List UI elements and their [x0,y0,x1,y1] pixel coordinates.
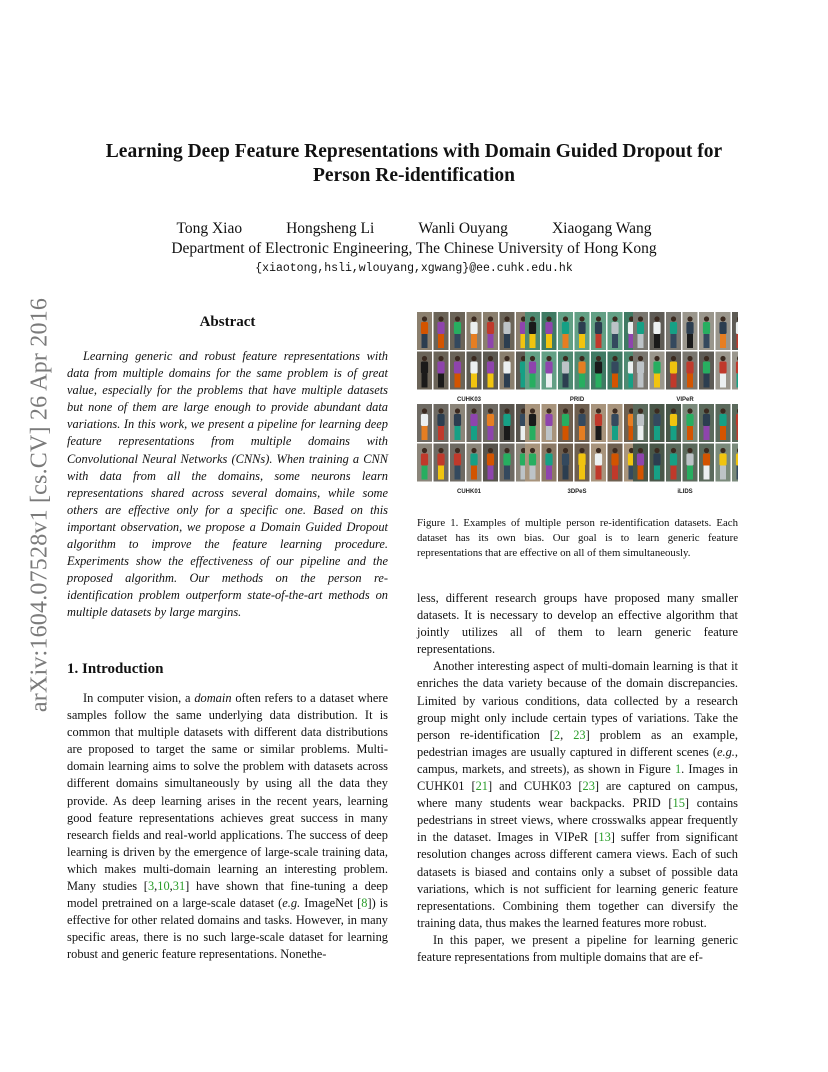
citation-link[interactable]: 13 [598,830,611,845]
person-torso [653,414,660,426]
person-head [488,408,493,413]
person-legs [737,426,739,440]
person-torso [703,362,710,374]
person-torso [670,454,677,466]
person-torso [686,322,693,334]
person-head [438,448,443,453]
dataset-label: VIPeR [676,397,694,403]
person-head [488,448,493,453]
person-legs [654,334,660,348]
person-torso [454,414,461,426]
person-legs [438,374,444,388]
person-head [654,408,659,413]
person-head [612,408,617,413]
person-legs [579,426,585,440]
person-legs [720,426,726,440]
person-head [530,316,535,321]
person-legs [546,426,552,440]
person-legs [422,334,428,348]
person-legs [579,334,585,348]
person-torso [562,322,569,334]
person-torso [421,454,428,466]
person-legs [471,334,477,348]
person-legs [455,334,461,348]
person-legs [596,466,602,480]
person-legs [737,334,739,348]
person-legs [422,374,428,388]
person-legs [612,334,618,348]
person-legs [471,466,477,480]
person-head [596,316,601,321]
person-head [546,316,551,321]
person-legs [704,426,710,440]
person-legs [720,374,726,388]
person-torso [545,362,552,374]
person-head [720,356,725,361]
abstract-text: Learning generic and robust feature representations with data from multiple domains for the same problem is of great value, especially for the problems that have multiple datasets but none of them are large enough to provide abundant data variations. In this work, we present a pipeline for learning deep feature representations from multiple domains with Convolutional Neural Networks (CNNs). When training a CNN with data from all the domains, some neurons learn representations shared across several domains, while some others are effective only for a specific one. Based on this important observation, we propose a Domain Guided Dropout algorithm to improve the feature learning procedure. Experiments show the effectiveness of our pipeline and the proposed algorithm. Our methods on the person re-identification problem outperform state-of-the-art methods on multiple datasets by large margins. [67,349,388,620]
person-legs [455,374,461,388]
person-head [579,408,584,413]
person-legs [504,334,510,348]
person-torso [562,414,569,426]
person-torso [595,454,602,466]
person-head [563,316,568,321]
citation-link[interactable]: 2 [553,727,561,742]
person-legs [438,426,444,440]
person-head [671,408,676,413]
person-head [612,356,617,361]
person-head [704,356,709,361]
person-legs [579,374,585,388]
person-head [488,356,493,361]
person-head [579,316,584,321]
person-torso [595,414,602,426]
person-legs [455,426,461,440]
person-head [671,448,676,453]
person-torso [637,322,644,334]
person-head [638,408,643,413]
person-legs [737,466,739,480]
right-column-body [417,590,738,966]
person-torso [653,322,660,334]
person-torso [703,322,710,334]
citation-link[interactable]: 23 [573,727,586,742]
person-legs [488,426,494,440]
person-torso [637,362,644,374]
person-torso [703,414,710,426]
person-torso [719,454,726,466]
person-torso [595,362,602,374]
person-head [471,448,476,453]
person-head [530,356,535,361]
figure-reference-link[interactable]: 1 [674,761,682,776]
person-head [530,448,535,453]
person-head [471,316,476,321]
person-torso [719,322,726,334]
citation-link[interactable]: 3 [147,879,155,894]
person-torso [454,362,461,374]
person-torso [487,322,494,334]
person-torso [437,322,444,334]
person-torso [503,454,510,466]
dataset-label: PRID [569,397,585,403]
person-torso [470,362,477,374]
person-legs [704,334,710,348]
person-torso [487,414,494,426]
introduction-body [67,690,388,964]
author: Tong Xiao [176,220,243,237]
person-torso [670,322,677,334]
person-head [438,408,443,413]
person-legs [638,374,644,388]
person-torso [470,322,477,334]
person-head [438,356,443,361]
person-head [455,448,460,453]
citation-link[interactable]: 15 [672,796,685,811]
person-legs [638,426,644,440]
person-torso [611,454,618,466]
person-legs [438,466,444,480]
affiliation: Department of Electronic Engineering, The Chinese University of Hong Kong [171,240,657,257]
person-legs [563,374,569,388]
author-emails: {xiaotong,hsli,wlouyang,xgwang}@ee.cuhk.edu.hk [255,262,573,275]
citation-link[interactable]: 31 [172,879,186,894]
person-legs [530,334,536,348]
person-head [612,316,617,321]
person-torso [545,414,552,426]
person-head [704,316,709,321]
person-head [422,356,427,361]
paragraph: less, different research groups have proposed many smaller datasets. It is necessary to develop an effective algorithm that jointly utilizes all of them to learn generic feature representations. [417,591,738,657]
person-torso [529,414,536,426]
person-torso [719,414,726,426]
person-torso [653,362,660,374]
person-head [654,316,659,321]
person-head [654,448,659,453]
paragraph: Another interesting aspect of multi-domain learning is that it enriches the data variety because of the domain discrepancies. Limited by various conditions, data collected by a research group might only include certain types of variations. Take the person re-identification [2, 23] problem as an example, pedestrian images are usually captured in different scenes (e.g., campus, markets, and streets), as shown in Figure 1. Images in CUHK01 [21] and CUHK03 [23] are captured on campus, where many students wear backpacks. PRID [15] contains pedestrians in street views, where crosswalks appear frequently in the dataset. Images in VIPeR [13] suffer from significant resolution changes across different camera views. Each of such datasets is biased and contains only a subset of possible data variations, which is not sufficient for learning generic feature representations. Combining them together can diversify the training data, thus makes the learned features more robust. [417,659,739,930]
person-torso [611,362,618,374]
person-torso [736,362,738,374]
person-torso [686,454,693,466]
person-torso [736,454,738,466]
person-torso [637,414,644,426]
person-legs [654,374,660,388]
person-head [638,356,643,361]
person-torso [487,362,494,374]
citation-link[interactable]: 8 [361,896,368,911]
citation-link[interactable]: 23 [582,779,595,794]
person-head [488,316,493,321]
person-torso [578,362,585,374]
person-head [504,448,509,453]
figure-caption: Figure 1. Examples of multiple person re-identification datasets. Each dataset has its own bias. Our goal is to learn generic feature representations that are effective on all of them simultaneously. [417,517,738,559]
person-head [671,316,676,321]
person-legs [422,466,428,480]
person-torso [595,322,602,334]
person-legs [530,374,536,388]
person-legs [530,426,536,440]
paragraph: In this paper, we present a pipeline for learning generic feature representations from multiple domains that are ef- [417,932,738,964]
person-torso [437,414,444,426]
person-head [596,408,601,413]
person-head [704,408,709,413]
person-torso [670,414,677,426]
person-head [720,408,725,413]
person-legs [671,374,677,388]
person-head [504,316,509,321]
person-head [563,448,568,453]
person-torso [736,322,738,334]
person-torso [719,362,726,374]
arxiv-stamp [20,270,60,740]
author: Hongsheng Li [286,220,375,237]
person-torso [545,322,552,334]
person-head [438,316,443,321]
dataset-sample-grid [417,312,738,496]
person-legs [563,334,569,348]
person-head [612,448,617,453]
person-torso [578,414,585,426]
person-legs [638,334,644,348]
abstract-heading: Abstract [199,314,256,330]
person-head [422,408,427,413]
person-legs [563,426,569,440]
person-head [638,448,643,453]
person-torso [503,322,510,334]
person-torso [503,414,510,426]
person-legs [596,426,602,440]
person-legs [504,374,510,388]
person-head [471,356,476,361]
person-torso [611,322,618,334]
person-head [471,408,476,413]
person-legs [530,466,536,480]
author: Wanli Ouyang [418,220,508,237]
person-torso [421,414,428,426]
person-torso [529,362,536,374]
person-torso [562,362,569,374]
person-torso [421,362,428,374]
person-legs [596,334,602,348]
person-torso [562,454,569,466]
person-legs [488,466,494,480]
arxiv-stamp-text: arXiv:1604.07528v1 [cs.CV] 26 Apr 2016 [26,297,53,713]
person-head [563,408,568,413]
person-torso [653,454,660,466]
person-head [579,448,584,453]
person-legs [687,426,693,440]
person-torso [454,454,461,466]
author: Xiaogang Wang [551,220,652,237]
person-legs [596,374,602,388]
person-head [504,356,509,361]
person-legs [654,466,660,480]
citation-link[interactable]: 10 [157,879,170,894]
dataset-label: 3DPeS [567,489,587,495]
person-head [654,356,659,361]
person-head [704,448,709,453]
person-legs [546,334,552,348]
person-head [546,356,551,361]
person-head [563,356,568,361]
person-head [546,408,551,413]
person-head [455,408,460,413]
person-torso [670,362,677,374]
person-legs [455,466,461,480]
person-legs [612,374,618,388]
person-legs [687,374,693,388]
person-head [671,356,676,361]
person-legs [704,466,710,480]
person-legs [737,374,739,388]
person-legs [687,334,693,348]
person-legs [422,426,428,440]
person-legs [546,466,552,480]
person-legs [704,374,710,388]
person-torso [487,454,494,466]
person-legs [687,466,693,480]
person-legs [471,426,477,440]
person-legs [488,374,494,388]
citation-link[interactable]: 21 [475,779,488,794]
dataset-label: CUHK01 [456,489,482,495]
person-legs [612,426,618,440]
person-legs [546,374,552,388]
person-torso [503,362,510,374]
dataset-label: CUHK03 [456,397,482,403]
person-legs [720,466,726,480]
person-head [579,356,584,361]
person-head [530,408,535,413]
person-legs [504,426,510,440]
person-head [596,356,601,361]
person-head [455,356,460,361]
person-torso [529,322,536,334]
person-torso [736,414,738,426]
person-torso [437,362,444,374]
person-torso [611,414,618,426]
person-torso [454,322,461,334]
person-torso [637,454,644,466]
person-head [455,316,460,321]
person-legs [563,466,569,480]
person-head [422,448,427,453]
person-torso [578,454,585,466]
person-torso [686,362,693,374]
person-legs [671,426,677,440]
person-legs [504,466,510,480]
person-legs [720,334,726,348]
person-torso [545,454,552,466]
person-legs [638,466,644,480]
person-torso [437,454,444,466]
person-head [638,316,643,321]
person-torso [529,454,536,466]
person-head [422,316,427,321]
figure-1 [417,312,738,496]
person-legs [654,426,660,440]
person-head [546,448,551,453]
person-legs [488,334,494,348]
person-legs [671,334,677,348]
person-head [687,408,692,413]
person-head [504,408,509,413]
person-head [720,316,725,321]
person-head [687,448,692,453]
person-legs [579,466,585,480]
person-head [596,448,601,453]
person-torso [703,454,710,466]
person-legs [471,374,477,388]
person-torso [470,414,477,426]
person-torso [470,454,477,466]
person-head [687,316,692,321]
paper-title: Learning Deep Feature Representations with Domain Guided Dropout for Person Re-identification [105,141,723,186]
paragraph: In computer vision, a domain often refers to a dataset where samples follow the same underlying data distribution. It is common that multiple datasets with different data distributions are proposed to target the same or similar problems. Multi-domain learning aims to solve the problem with datasets across different domains simultaneously by using all the data they provide. As deep learning arises in the recent years, learning good feature representations achieves great success in many research fields and real-world applications. The success of deep learning is driven by the emergence of large-scale training data, which makes multi-domain learning an interesting problem. Many studies [3,10,31] have shown that fine-tuning a deep model pretrained on a large-scale dataset (e.g. ImageNet [8]) is effective for other related domains and tasks. However, in many specific areas, there is no such large-scale dataset for learning robust and generic feature representations. Nonethe- [67,691,388,962]
person-legs [671,466,677,480]
person-head [687,356,692,361]
person-torso [578,322,585,334]
person-legs [438,334,444,348]
section-heading-introduction: 1. Introduction [67,661,164,677]
person-head [720,448,725,453]
author-list [90,220,738,238]
dataset-label: iLIDS [677,489,693,495]
person-torso [686,414,693,426]
person-legs [612,466,618,480]
person-torso [421,322,428,334]
